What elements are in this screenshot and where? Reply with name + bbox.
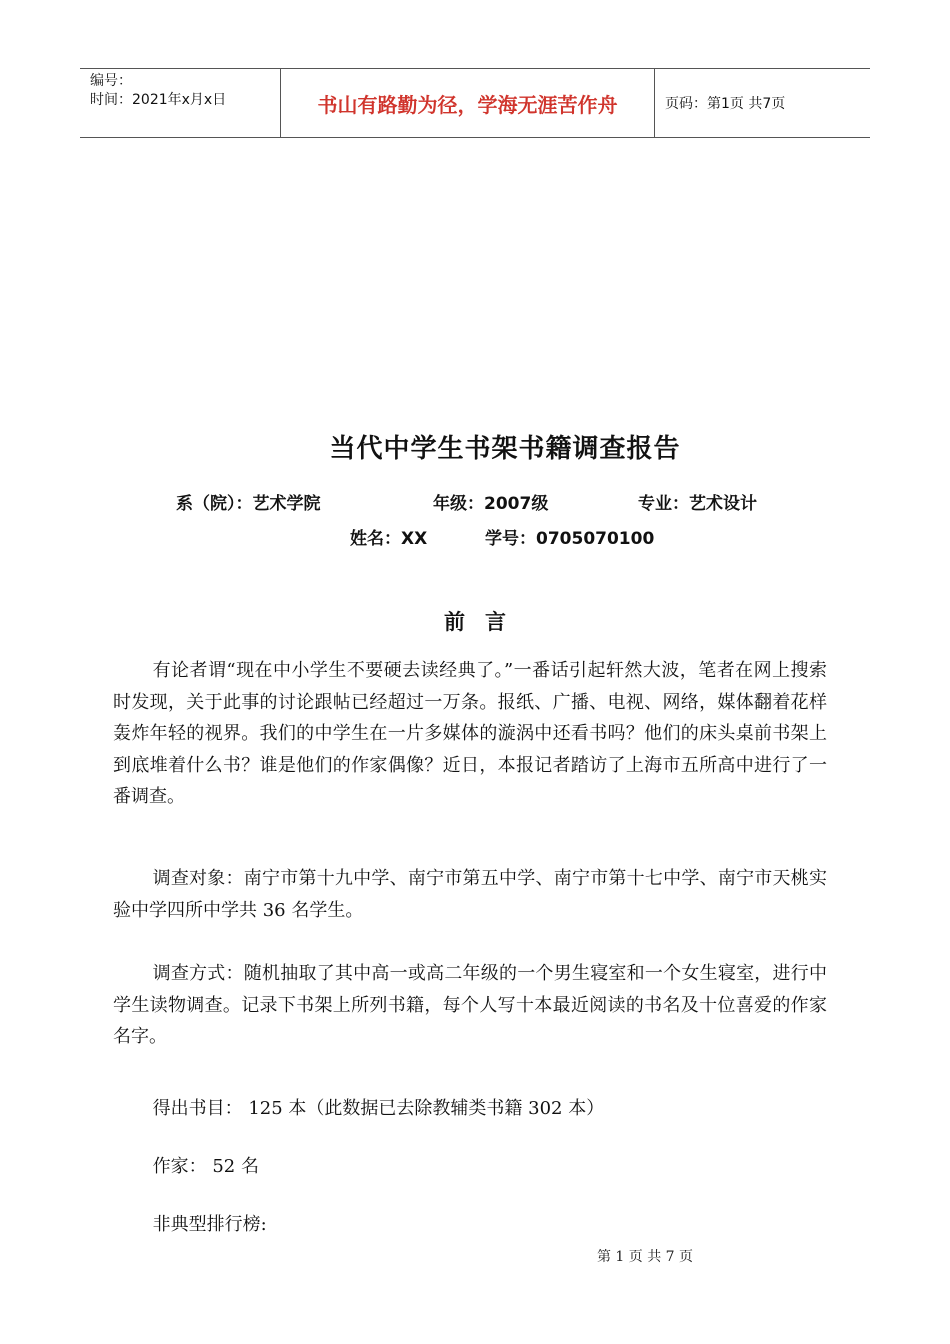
grade-field: 年级：2007级 (433, 494, 549, 514)
paragraph-author-count: 作家： 52 名 (152, 1156, 259, 1177)
paragraph-subjects: 调查对象：南宁市第十九中学、南宁市第五中学、南宁市第十七中学、南宁市天桃实验中学四所中学共 36 名学生。 (113, 868, 827, 921)
meta-row-2 (0, 524, 950, 548)
student-id-field: 学号：0705070100 (485, 529, 655, 549)
header-info-cell (80, 69, 281, 137)
major-field: 专业：艺术设计 (638, 494, 757, 514)
paragraph-book-count: 得出书目： 125 本（此数据已去除教辅类书籍 302 本） (152, 1098, 605, 1119)
document-header (80, 68, 870, 138)
paragraph-method: 调查方式：随机抽取了其中高一或高二年级的一个男生寝室和一个女生寝室，进行中学生读物调查。记录下书架上所列书籍，每个人写十本最近阅读的书名及十位喜爱的作家名字。 (113, 963, 827, 1047)
header-motto: 书山有路勤为径，学海无涯苦作舟 (281, 69, 655, 137)
time-label: 时间：2021年x月x日 (90, 92, 227, 108)
department-field: 系（院）：艺术学院 (176, 494, 321, 514)
paragraph-intro: 有论者谓“现在中小学生不要硬去读经典了。”一番话引起轩然大波，笔者在网上搜索时发现，关于此事的讨论跟帖已经超过一万条。报纸、广播、电视、网络，媒体翻着花样轰炸年轻的视界。我们的中学生在一片多媒体的漩涡中还看书吗？他们的床头桌前书架上到底堆着什么书？谁是他们的作家偶像？近日，本报记者踏访了上海市五所高中进行了一番调查。 (113, 660, 827, 807)
page-footer: 第 1 页 共 7 页 (596, 1249, 694, 1265)
paragraph-ranking-label: 非典型排行榜: (152, 1214, 267, 1235)
header-page-info: 页码：第1页 共7页 (665, 96, 786, 112)
section-heading: 前言 (444, 610, 526, 634)
meta-row-1 (0, 489, 950, 513)
name-field: 姓名：XX (350, 529, 428, 549)
document-title: 当代中学生书架书籍调查报告 (329, 434, 681, 464)
number-label: 编号： (90, 73, 132, 89)
